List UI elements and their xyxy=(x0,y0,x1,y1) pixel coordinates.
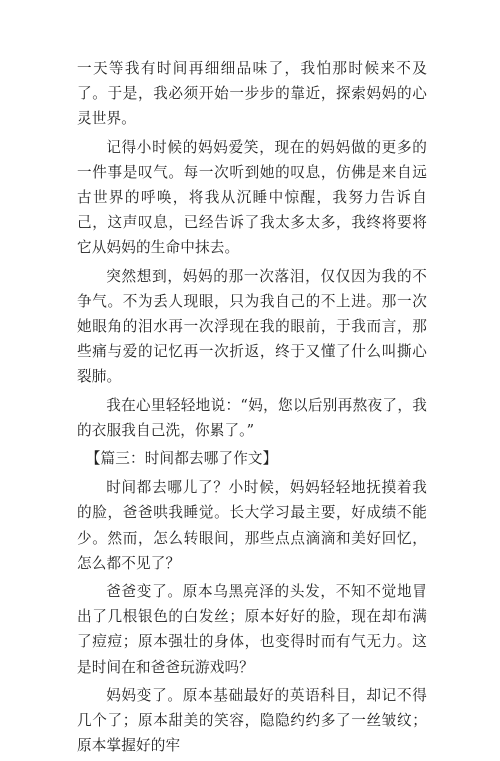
paragraph-tears: 突然想到，妈妈的那一次落泪，仅仅因为我的不争气。不为丢人现眼，只为我自己的不上进。那一次她眼角的泪水再一次浮现在我的眼前，于我而言，那些痛与爱的记忆再一次折返，终于又懂了什么叫撕心裂肺。 xyxy=(77,267,427,386)
section-heading: 【篇三：时间都去哪了作文】 xyxy=(85,450,278,468)
paragraph-whisper: 我在心里轻轻地说：“妈，您以后别再熬夜了，我的衣服我自己洗，你累了。” xyxy=(77,396,427,439)
paragraph-sighing: 记得小时候的妈妈爱笑，现在的妈妈做的更多的一件事是叹气。每一次听到她的叹息，仿佛是来自远古世界的呼唤，将我从沉睡中惊醒，我努力告诉自己，这声叹息，已经告诉了我太多太多，我终将要将它从妈妈的生命中抹去。 xyxy=(77,138,427,257)
document-body xyxy=(77,56,427,761)
paragraph-continuation: 一天等我有时间再细细品味了，我怕那时候来不及了。于是，我必须开始一步步的靠近，探索妈妈的心灵世界。 xyxy=(77,60,427,128)
paragraph-father-changed: 爸爸变了。原本乌黑亮泽的头发，不知不觉地冒出了几根银色的白发丝；原本好好的脸，现在却布满了痘痘；原本强壮的身体，也变得时而有气无力。这是时间在和爸爸玩游戏吗？ xyxy=(77,583,427,676)
paragraph-where-time-went: 时间都去哪儿了？小时候，妈妈轻轻地抚摸着我的脸，爸爸哄我睡觉。长大学习最主要，好成绩不能少。然而，怎么转眼间，那些点点滴滴和美好回忆，怎么都不见了？ xyxy=(77,479,427,572)
paragraph-mother-changed: 妈妈变了。原本基础最好的英语科目，却记不得几个了；原本甜美的笑容，隐隐约约多了一丝皱纹；原本掌握好的牢 xyxy=(77,686,427,755)
